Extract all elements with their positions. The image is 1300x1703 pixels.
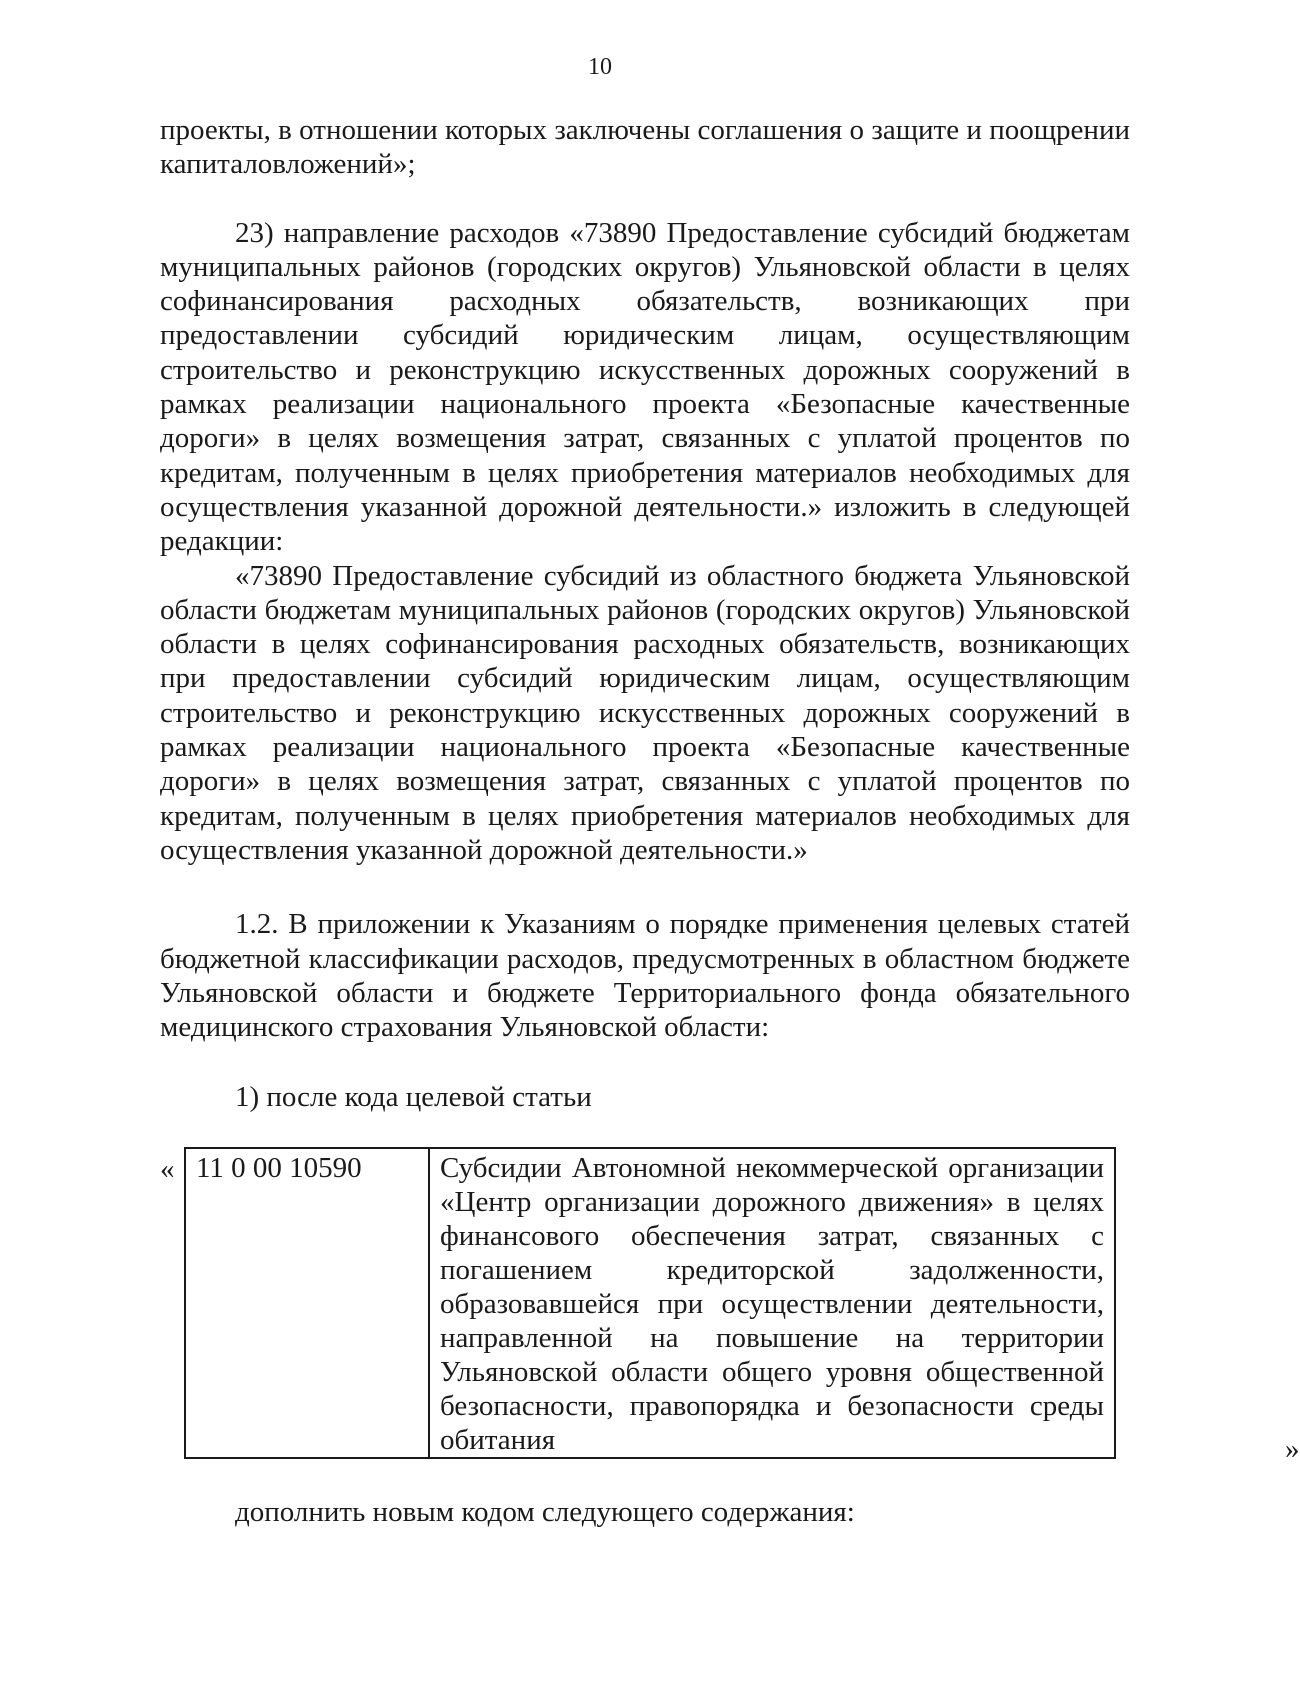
code-table-block	[160, 1147, 1300, 1465]
paragraph-item-1: 1) после кода целевой статьи	[235, 1081, 592, 1114]
target-description-cell: Субсидии Автономной некоммерческой организации «Центр организации дорожного движения» в целях финансового обеспечения затрат, связанных с погашением кредиторской задолженности, образовавшейся при осуществлении деятельности, направленной на повышение на территории Ульяновской области общего уровня общественной безопасности, правопорядка и безопасности среды обитания	[429, 1148, 1115, 1458]
open-quote: «	[160, 1152, 175, 1185]
paragraph-new-wording: «73890 Предоставление субсидий из областного бюджета Ульяновской области бюджетам муниципальных районов (городских округов) Ульяновской области в целях софинансирования расходных обязательств, возникающих при предоставлении субсидий юридическим лицам, осуществляющим строительство и реконструкцию искусственных дорожных сооружений в рамках реализации национального проекта «Безопасные качественные дороги» в целях возмещения затрат, связанных с уплатой процентов по кредитам, полученным в целях приобретения материалов необходимых для осуществления указанной дорожной деятельности.»	[160, 559, 1130, 866]
page-number: 10	[588, 54, 612, 80]
target-code-cell: 11 0 00 10590	[185, 1148, 429, 1458]
code-table	[184, 1147, 1116, 1459]
paragraph-item-23: 23) направление расходов «73890 Предоставление субсидий бюджетам муниципальных районов (городских округов) Ульяновской области в целях софинансирования расходных обязательств, возникающих при предоставлении субсидий юридическим лицам, осуществляющим строительство и реконструкцию искусственных дорожных сооружений в рамках реализации национального проекта «Безопасные качественные дороги» в целях возмещения затрат, связанных с уплатой процентов по кредитам, полученным в целях приобретения материалов необходимых для осуществления указанной дорожной деятельности.» изложить в следующей редакции:	[160, 216, 1130, 558]
paragraph-continuation: проекты, в отношении которых заключены соглашения о защите и поощрении капиталовложений»;	[160, 114, 1130, 181]
document-body	[160, 113, 1300, 1529]
paragraph-section-1-2: 1.2. В приложении к Указаниям о порядке применения целевых статей бюджетной классификации расходов, предусмотренных в областном бюджете Ульяновской области и бюджете Территориального фонда обязательного медицинского страхования Ульяновской области:	[160, 908, 1130, 1044]
close-quote: »	[1285, 1432, 1300, 1465]
table-row	[185, 1148, 1115, 1458]
paragraph-closing: дополнить новым кодом следующего содержания:	[235, 1495, 855, 1528]
